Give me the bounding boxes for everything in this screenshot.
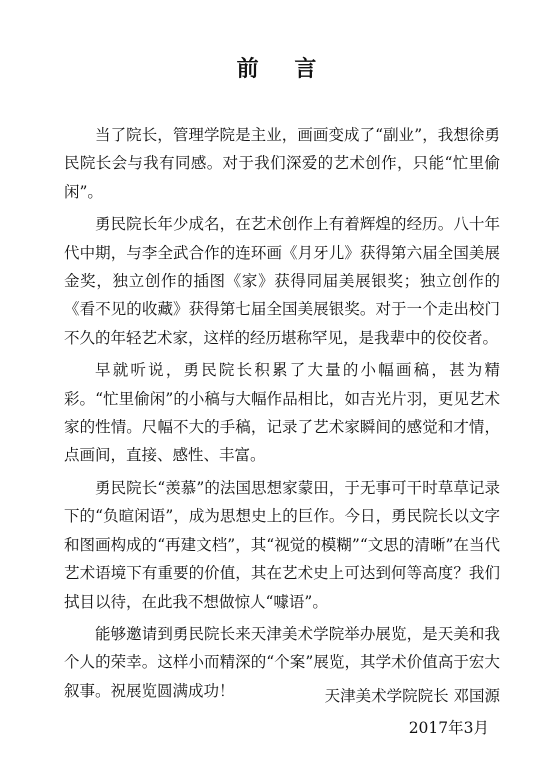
paragraph-5: 能够邀请到勇民院长来天津美术学院举办展览，是天美和我个人的荣幸。这样小而精深的“个案”展览，其学术价值高于宏大叙事。祝展览圆满成功！ <box>64 624 500 700</box>
date: 2017年3月 <box>408 719 489 737</box>
signature: 天津美术学院院长 邓国源 <box>324 687 500 705</box>
paragraph-4: 勇民院长“羡慕”的法国思想家蒙田，于无事可干时草草记录下的“负暄闲语”，成为思想史上的巨作。今日，勇民院长以文字和图画构成的“再建文档”，其“视觉的模糊”“文思的清晰”在当代艺术语境下有重要的价值，其在艺术史上可达到何等高度？我们拭目以待，在此我不想做惊人“噱语”。 <box>64 478 500 611</box>
paragraph-2: 勇民院长年少成名，在艺术创作上有着辉煌的经历。八十年代中期，与李全武合作的连环画《月牙儿》获得第六届全国美展金奖，独立创作的插图《家》获得同届美展银奖；独立创作的《看不见的收藏》获得第七届全国美展银奖。对于一个走出校门不久的年轻艺术家，这样的经历堪称罕见，是我辈中的佼佼者。 <box>64 215 500 347</box>
paragraph-1: 当了院长，管理学院是主业，画画变成了“副业”，我想徐勇民院长会与我有同感。对于我们深爱的艺术创作，只能“忙里偷闲”。 <box>64 126 500 201</box>
paragraph-3: 早就听说，勇民院长积累了大量的小幅画稿，甚为精彩。“忙里偷闲”的小稿与大幅作品相比，如吉光片羽，更见艺术家的性情。尺幅不大的手稿，记录了艺术家瞬间的感觉和才情，点画间，直接、感性、丰富。 <box>64 361 500 465</box>
body-text <box>64 121 500 709</box>
page-title: 前 言 <box>236 56 331 82</box>
